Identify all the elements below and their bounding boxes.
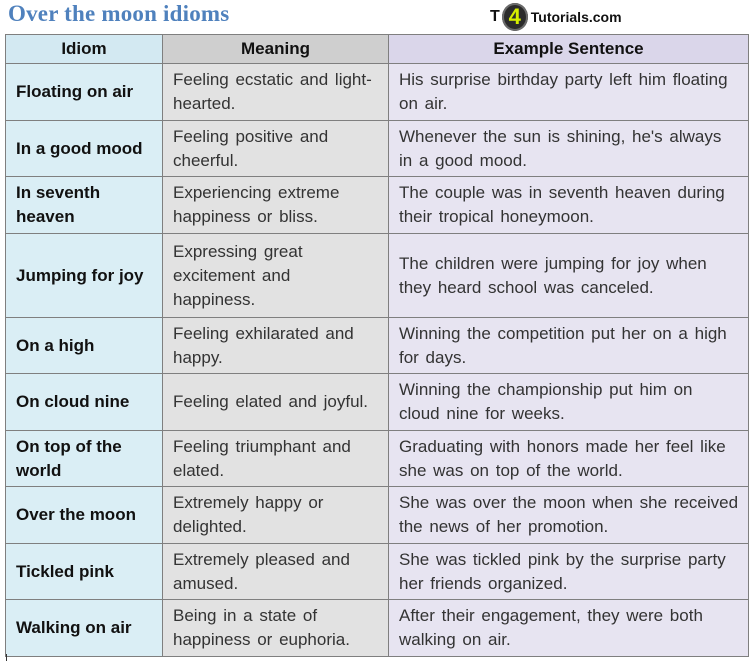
logo-letter: T	[490, 8, 500, 25]
idiom-cell: On cloud nine	[6, 374, 163, 431]
table-row	[6, 431, 749, 487]
example-cell: Whenever the sun is shining, he's always in a good mood.	[389, 121, 749, 177]
site-logo	[490, 2, 622, 32]
idioms-table	[5, 34, 749, 657]
example-cell: The couple was in seventh heaven during their tropical honeymoon.	[389, 177, 749, 234]
meaning-cell: Feeling positive and cheerful.	[163, 121, 389, 177]
idiom-cell: On a high	[6, 318, 163, 374]
idiom-cell: Walking on air	[6, 600, 163, 657]
logo-badge: 4	[502, 3, 528, 31]
table-row	[6, 318, 749, 374]
idiom-cell: In a good mood	[6, 121, 163, 177]
table-row	[6, 600, 749, 657]
table-row	[6, 64, 749, 121]
example-cell: The children were jumping for joy when they heard school was canceled.	[389, 234, 749, 318]
meaning-cell: Feeling triumphant and elated.	[163, 431, 389, 487]
table-row	[6, 544, 749, 600]
table-row	[6, 234, 749, 318]
example-cell: His surprise birthday party left him floating on air.	[389, 64, 749, 121]
table-row	[6, 121, 749, 177]
idiom-cell: Over the moon	[6, 487, 163, 544]
example-cell: Winning the championship put him on cloud nine for weeks.	[389, 374, 749, 431]
example-cell: Graduating with honors made her feel like she was on top of the world.	[389, 431, 749, 487]
table-row	[6, 177, 749, 234]
meaning-cell: Extremely pleased and amused.	[163, 544, 389, 600]
header-example: Example Sentence	[389, 35, 749, 64]
meaning-cell: Feeling ecstatic and light-hearted.	[163, 64, 389, 121]
example-cell: After their engagement, they were both walking on air.	[389, 600, 749, 657]
meaning-cell: Experiencing extreme happiness or bliss.	[163, 177, 389, 234]
meaning-cell: Being in a state of happiness or euphoria.	[163, 600, 389, 657]
header-meaning: Meaning	[163, 35, 389, 64]
idiom-cell: Jumping for joy	[6, 234, 163, 318]
idiom-cell: In seventh heaven	[6, 177, 163, 234]
example-cell: She was tickled pink by the surprise party her friends organized.	[389, 544, 749, 600]
idiom-cell: Floating on air	[6, 64, 163, 121]
header-idiom: Idiom	[6, 35, 163, 64]
meaning-cell: Extremely happy or delighted.	[163, 487, 389, 544]
idiom-cell: On top of the world	[6, 431, 163, 487]
idiom-cell: Tickled pink	[6, 544, 163, 600]
logo-text: Tutorials.com	[530, 9, 622, 25]
example-cell: She was over the moon when she received the news of her promotion.	[389, 487, 749, 544]
page-title: Over the moon idioms	[8, 1, 230, 26]
meaning-cell: Feeling elated and joyful.	[163, 374, 389, 431]
edge-mark	[6, 654, 7, 661]
meaning-cell: Expressing great excitement and happiness.	[163, 234, 389, 318]
meaning-cell: Feeling exhilarated and happy.	[163, 318, 389, 374]
table-header-row	[6, 35, 749, 64]
table-row	[6, 374, 749, 431]
table-row	[6, 487, 749, 544]
example-cell: Winning the competition put her on a high for days.	[389, 318, 749, 374]
